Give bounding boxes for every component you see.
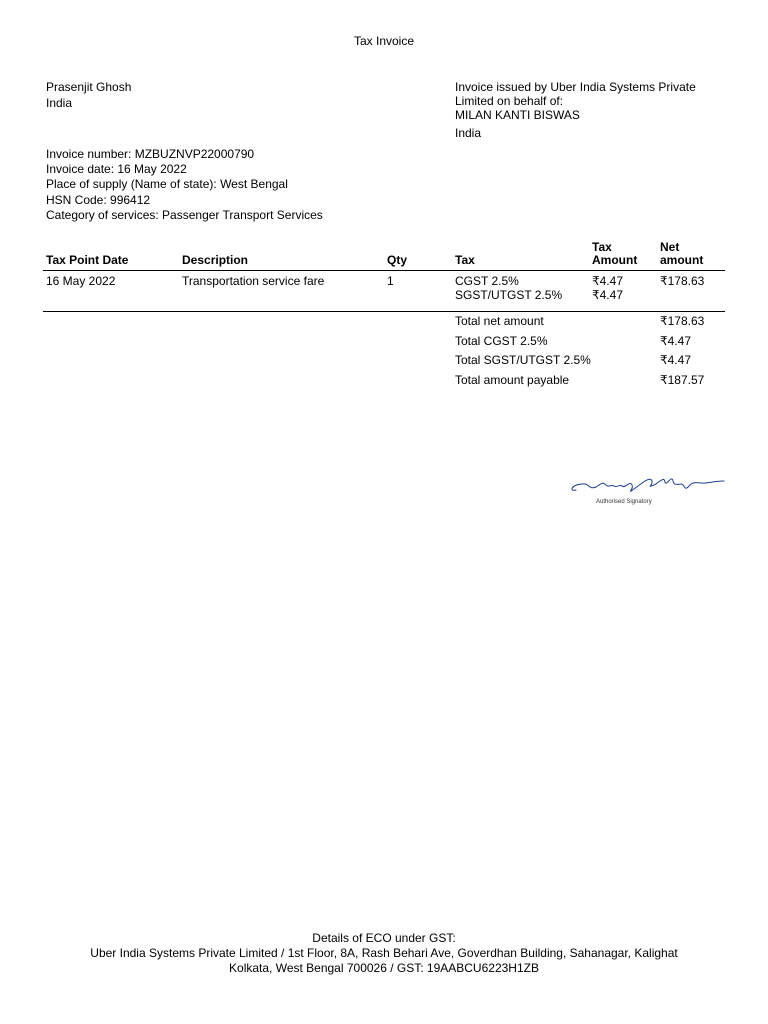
total-cgst-label: Total CGST 2.5% [455,334,548,348]
header-qty: Qty [387,253,408,267]
table-bottom-divider [43,311,725,312]
row-tax-cgst: CGST 2.5% [455,274,519,288]
customer-name: Prasenjit Ghosh [46,80,132,94]
footer-eco-title: Details of ECO under GST: [312,931,456,945]
customer-country: India [46,96,73,110]
footer-eco-address: Uber India Systems Private Limited / 1st Floor, 8A, Rash Behari Ave, Goverdhan Building, Sahanagar, Kalighat [90,946,678,960]
total-cgst-value: ₹4.47 [660,334,691,348]
row-qty: 1 [387,274,394,288]
signature-image [568,472,728,512]
row-date: 16 May 2022 [46,274,116,288]
row-description: Transportation service fare [182,274,325,288]
header-net-amount-line1: Net [660,240,680,254]
footer-eco-gst: Kolkata, West Bengal 700026 / GST: 19AABCU6223H1ZB [229,961,539,975]
total-net-label: Total net amount [455,314,544,328]
row-net-amount: ₹178.63 [660,274,705,288]
driver-name: MILAN KANTI BISWAS [455,108,580,122]
signature-scribble [568,472,728,498]
row-tax-sgst: SGST/UTGST 2.5% [455,288,563,302]
total-net-value: ₹178.63 [660,314,705,328]
total-payable-value: ₹187.57 [660,373,705,387]
issuer-line-1: Invoice issued by Uber India Systems Private [455,80,696,94]
place-of-supply: Place of supply (Name of state): West Bengal [46,177,288,191]
issuer-line-2: Limited on behalf of: [455,94,564,108]
page-title: Tax Invoice [353,34,415,48]
row-tax-amount-sgst: ₹4.47 [592,288,623,302]
header-tax-point-date: Tax Point Date [46,253,129,267]
hsn-code: HSN Code: 996412 [46,193,151,207]
invoice-date: Invoice date: 16 May 2022 [46,162,187,176]
issuer-country: India [455,126,482,140]
table-header-divider [43,270,725,271]
row-tax-amount-cgst: ₹4.47 [592,274,623,288]
service-category: Category of services: Passenger Transport Services [46,208,323,222]
header-tax: Tax [455,253,475,267]
total-sgst-value: ₹4.47 [660,353,691,367]
header-tax-amount-line1: Tax [592,240,612,254]
header-net-amount-line2: amount [660,253,704,267]
header-description: Description [182,253,249,267]
total-payable-label: Total amount payable [455,373,570,387]
signature-caption: Authorised Signatory [596,499,652,505]
total-sgst-label: Total SGST/UTGST 2.5% [455,353,591,367]
header-tax-amount-line2: Amount [592,253,638,267]
invoice-number: Invoice number: MZBUZNVP22000790 [46,147,255,161]
